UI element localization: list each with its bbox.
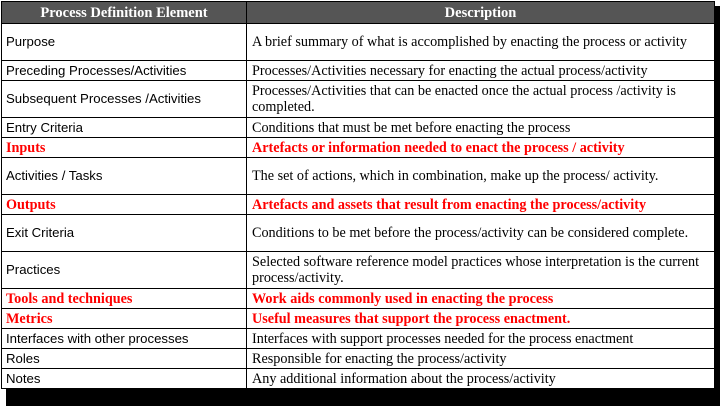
element-cell: Outputs [2,195,247,215]
element-cell: Exit Criteria [2,215,247,252]
element-cell: Roles [2,349,247,369]
element-cell: Entry Criteria [2,118,247,138]
description-cell: A brief summary of what is accomplished by enacting the process or activity [247,24,715,61]
element-cell: Practices [2,252,247,289]
description-cell: Conditions that must be met before enacting the process [247,118,715,138]
table-header-row [2,2,715,24]
element-cell: Interfaces with other processes [2,329,247,349]
table-row [2,118,715,138]
element-cell: Subsequent Processes /Activities [2,81,247,118]
description-cell: Conditions to be met before the process/activity can be considered complete. [247,215,715,252]
table-row [2,61,715,81]
table-body [2,24,715,389]
description-cell: Responsible for enacting the process/activity [247,349,715,369]
description-cell: Any additional information about the process/activity [247,369,715,389]
element-cell: Activities / Tasks [2,158,247,195]
table-row [2,289,715,309]
table-row [2,24,715,61]
table-row [2,369,715,389]
element-cell: Metrics [2,309,247,329]
process-definition-table [1,1,715,389]
description-cell: Artefacts or information needed to enact the process / activity [247,138,715,158]
element-cell: Purpose [2,24,247,61]
element-cell: Notes [2,369,247,389]
description-cell: Processes/Activities that can be enacted once the actual process /activity is completed. [247,81,715,118]
table-row [2,349,715,369]
element-cell: Preceding Processes/Activities [2,61,247,81]
description-cell: Artefacts and assets that result from enacting the process/activity [247,195,715,215]
column-header-element: Process Definition Element [2,2,247,24]
column-header-description: Description [247,2,715,24]
table-row [2,309,715,329]
description-cell: Work aids commonly used in enacting the process [247,289,715,309]
table-row [2,252,715,289]
table-row [2,195,715,215]
table-row [2,215,715,252]
table-row [2,81,715,118]
table-row [2,329,715,349]
description-cell: Interfaces with support processes needed for the process enactment [247,329,715,349]
description-cell: The set of actions, which in combination, make up the process/ activity. [247,158,715,195]
description-cell: Useful measures that support the process enactment. [247,309,715,329]
element-cell: Tools and techniques [2,289,247,309]
element-cell: Inputs [2,138,247,158]
description-cell: Selected software reference model practices whose interpretation is the current process/activity. [247,252,715,289]
description-cell: Processes/Activities necessary for enacting the actual process/activity [247,61,715,81]
table-row [2,138,715,158]
table-row [2,158,715,195]
